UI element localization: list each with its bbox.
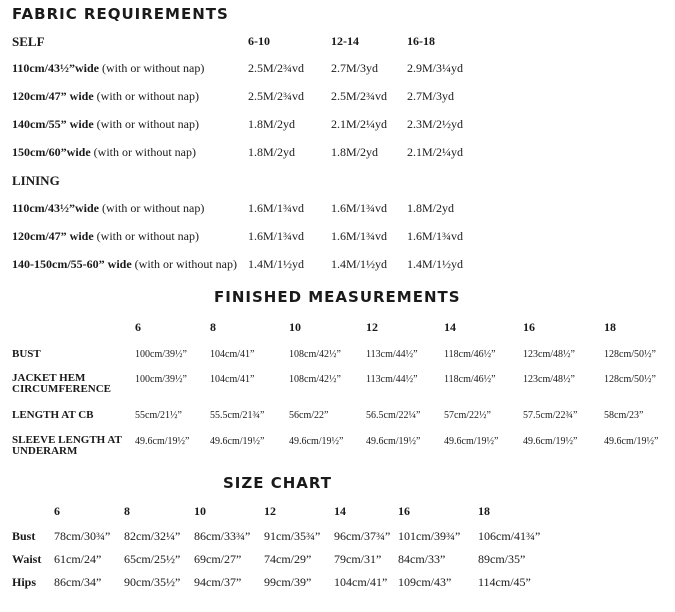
size-chart-title: SIZE CHART xyxy=(223,474,333,492)
self-row-label: 110cm/43½”wide (with or without nap) xyxy=(12,61,205,75)
lining-row-label: 140-150cm/55-60” wide (with or without nap) xyxy=(12,257,237,271)
finished-row-value: 49.6cm/19½” xyxy=(135,436,190,447)
finished-row-value: 56.5cm/22¼” xyxy=(366,410,421,421)
finished-row-value: 123cm/48½” xyxy=(523,374,575,385)
finished-row-value: 55.5cm/21¾” xyxy=(210,410,265,421)
finished-row-value: 108cm/42½” xyxy=(289,349,341,360)
finished-row-label: JACKET HEM CIRCUMFERENCE xyxy=(12,372,111,395)
lining-row-value: 1.6M/1¾vd xyxy=(331,229,388,243)
size-chart-value: 69cm/27” xyxy=(194,552,242,566)
self-row-value: 2.3M/2½yd xyxy=(407,117,464,131)
finished-row-value: 108cm/42½” xyxy=(289,374,341,385)
self-row-value: 2.7M/3yd xyxy=(407,89,455,103)
finished-size-header: 6 xyxy=(135,320,141,334)
fabric-size-header: 12-14 xyxy=(331,34,359,48)
self-row-label: 140cm/55” wide (with or without nap) xyxy=(12,117,199,131)
finished-row-value: 49.6cm/19½” xyxy=(604,436,659,447)
size-chart-row-label: Hips xyxy=(12,575,37,589)
size-chart-header: 18 xyxy=(478,504,490,518)
self-section-title: SELF xyxy=(12,34,45,49)
size-chart-row-label: Bust xyxy=(12,529,36,543)
finished-row-value: 49.6cm/19½” xyxy=(366,436,421,447)
finished-row-label: SLEEVE LENGTH AT UNDERARM xyxy=(12,434,122,457)
finished-size-header: 14 xyxy=(444,320,456,334)
finished-row-value: 118cm/46½” xyxy=(444,349,496,360)
finished-size-header: 18 xyxy=(604,320,616,334)
size-chart-header: 10 xyxy=(194,504,206,518)
size-chart-value: 106cm/41¾” xyxy=(478,529,541,543)
finished-row-label: LENGTH AT CB xyxy=(12,409,94,421)
size-chart-value: 104cm/41” xyxy=(334,575,388,589)
size-chart-value: 109cm/43” xyxy=(398,575,452,589)
finished-row-value: 49.6cm/19½” xyxy=(210,436,265,447)
finished-row-value: 55cm/21½” xyxy=(135,410,182,421)
finished-row-value: 57.5cm/22¾” xyxy=(523,410,578,421)
size-chart-value: 65cm/25½” xyxy=(124,552,181,566)
fabric-requirements-title: FABRIC REQUIREMENTS xyxy=(12,5,229,23)
lining-row-value: 1.8M/2yd xyxy=(407,201,455,215)
finished-row-value: 100cm/39½” xyxy=(135,349,187,360)
lining-row-value: 1.6M/1¾vd xyxy=(248,201,305,215)
finished-row-value: 100cm/39½” xyxy=(135,374,187,385)
size-chart-value: 96cm/37¾” xyxy=(334,529,391,543)
finished-measurements-title: FINISHED MEASUREMENTS xyxy=(214,288,461,306)
self-row-value: 1.8M/2yd xyxy=(331,145,379,159)
finished-row-label: BUST xyxy=(12,348,41,360)
size-chart-value: 114cm/45” xyxy=(478,575,531,589)
finished-row-value: 57cm/22½” xyxy=(444,410,491,421)
size-chart-value: 86cm/34” xyxy=(54,575,102,589)
self-row-value: 2.1M/2¼yd xyxy=(331,117,388,131)
self-row-value: 1.8M/2yd xyxy=(248,145,296,159)
finished-size-header: 16 xyxy=(523,320,535,334)
finished-row-value: 49.6cm/19½” xyxy=(523,436,578,447)
fabric-size-header: 6-10 xyxy=(248,34,270,48)
size-chart-value: 94cm/37” xyxy=(194,575,242,589)
finished-row-value: 128cm/50½” xyxy=(604,374,656,385)
finished-size-header: 8 xyxy=(210,320,216,334)
lining-row-value: 1.6M/1¾vd xyxy=(331,201,388,215)
size-chart-value: 90cm/35½” xyxy=(124,575,181,589)
self-row-label: 150cm/60”wide (with or without nap) xyxy=(12,145,196,159)
size-chart-header: 14 xyxy=(334,504,346,518)
size-chart-value: 91cm/35¾” xyxy=(264,529,321,543)
finished-row-value: 123cm/48½” xyxy=(523,349,575,360)
finished-row-value: 113cm/44½” xyxy=(366,349,418,360)
size-chart-value: 86cm/33¾” xyxy=(194,529,251,543)
self-row-label: 120cm/47” wide (with or without nap) xyxy=(12,89,199,103)
size-chart-row-label: Waist xyxy=(12,552,42,566)
finished-row-value: 49.6cm/19½” xyxy=(289,436,344,447)
self-row-value: 2.1M/2¼yd xyxy=(407,145,464,159)
lining-section-title: LINING xyxy=(12,173,60,188)
finished-row-value: 118cm/46½” xyxy=(444,374,496,385)
self-row-value: 2.5M/2¾vd xyxy=(331,89,388,103)
size-chart-value: 101cm/39¾” xyxy=(398,529,461,543)
size-chart-value: 99cm/39” xyxy=(264,575,312,589)
self-row-value: 2.7M/3yd xyxy=(331,61,379,75)
lining-row-value: 1.4M/1½yd xyxy=(407,257,464,271)
size-chart-value: 82cm/32¼” xyxy=(124,529,181,543)
finished-row-value: 104cm/41” xyxy=(210,349,255,360)
lining-row-value: 1.4M/1½yd xyxy=(331,257,388,271)
size-chart-header: 6 xyxy=(54,504,60,518)
finished-row-value: 49.6cm/19½” xyxy=(444,436,499,447)
size-chart-value: 79cm/31” xyxy=(334,552,382,566)
finished-row-value: 113cm/44½” xyxy=(366,374,418,385)
finished-row-value: 58cm/23” xyxy=(604,410,644,421)
self-row-value: 2.5M/2¾vd xyxy=(248,61,305,75)
size-chart-value: 89cm/35” xyxy=(478,552,526,566)
lining-row-label: 120cm/47” wide (with or without nap) xyxy=(12,229,199,243)
lining-row-value: 1.6M/1¾vd xyxy=(248,229,305,243)
lining-row-value: 1.6M/1¾vd xyxy=(407,229,464,243)
size-chart-value: 84cm/33” xyxy=(398,552,446,566)
lining-row-label: 110cm/43½”wide (with or without nap) xyxy=(12,201,205,215)
size-chart-value: 74cm/29” xyxy=(264,552,312,566)
self-row-value: 2.9M/3¼yd xyxy=(407,61,464,75)
finished-row-value: 56cm/22” xyxy=(289,410,329,421)
fabric-size-header: 16-18 xyxy=(407,34,435,48)
finished-row-value: 104cm/41” xyxy=(210,374,255,385)
finished-size-header: 10 xyxy=(289,320,301,334)
finished-size-header: 12 xyxy=(366,320,378,334)
self-row-value: 2.5M/2¾vd xyxy=(248,89,305,103)
self-row-value: 1.8M/2yd xyxy=(248,117,296,131)
size-chart-header: 8 xyxy=(124,504,130,518)
lining-row-value: 1.4M/1½yd xyxy=(248,257,305,271)
size-chart-header: 12 xyxy=(264,504,276,518)
finished-row-value: 128cm/50½” xyxy=(604,349,656,360)
size-chart-header: 16 xyxy=(398,504,410,518)
size-chart-value: 78cm/30¾” xyxy=(54,529,111,543)
size-chart-value: 61cm/24” xyxy=(54,552,102,566)
